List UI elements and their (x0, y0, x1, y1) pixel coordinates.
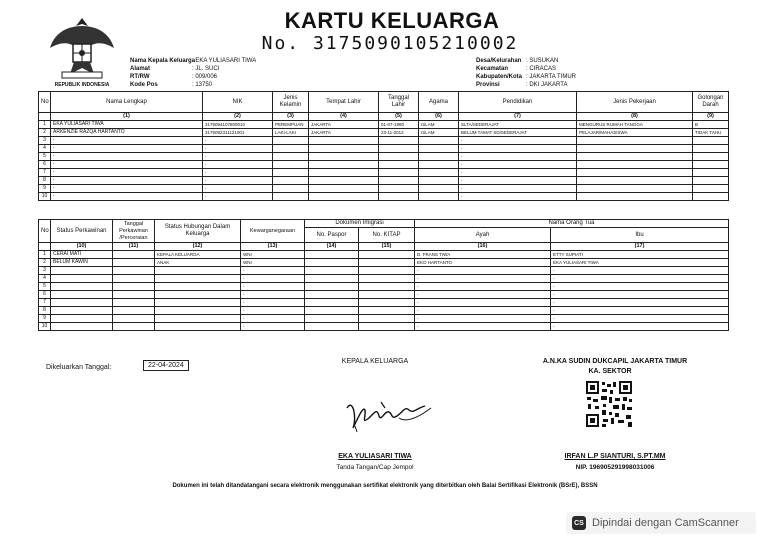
table-cell: - (241, 275, 305, 283)
table-cell (419, 153, 459, 161)
col-number: (4) (309, 113, 379, 121)
table-cell (113, 315, 155, 323)
camscanner-watermark (566, 512, 756, 534)
header-row: Kabupaten/Kota : JAKARTA TIMUR (476, 74, 577, 80)
table-cell: LAKI-LAKI (273, 129, 309, 137)
issued-date-value: 22-04-2024 (143, 360, 189, 371)
header-right (476, 57, 576, 89)
header-row: Desa/Kelurahan : SUSUKAN (476, 58, 559, 64)
col-header: Ayah (415, 228, 551, 243)
row-number: 3 (39, 137, 51, 145)
table-row (39, 145, 729, 153)
document-number: No. 3175090105210002 (261, 33, 519, 54)
row-number: 7 (39, 299, 51, 307)
col-number: (5) (379, 113, 419, 121)
table-cell: - (459, 145, 577, 153)
table-cell (359, 251, 415, 259)
col-header: Pendidikan (459, 92, 577, 113)
col-header: Status Perkawinan (51, 220, 113, 243)
table-cell (359, 283, 415, 291)
col-header: Nama Lengkap (51, 92, 203, 113)
table-cell (379, 169, 419, 177)
col-number: (11) (113, 243, 155, 251)
table-cell (309, 193, 379, 201)
table-cell: B (693, 121, 729, 129)
table-row (39, 153, 729, 161)
col-header: Kewarganegaraan (241, 220, 305, 243)
table-cell (379, 161, 419, 169)
table-cell (309, 185, 379, 193)
table-cell (419, 177, 459, 185)
signature-caption: Tanda Tangan/Cap Jempol (336, 464, 414, 471)
table-cell (51, 283, 113, 291)
table-cell: ARKENZIE RAZQA HARTANTO (51, 129, 203, 137)
table-cell: - (51, 177, 203, 185)
table-cell: - (551, 307, 729, 315)
table-cell (273, 137, 309, 145)
table-cell: - (241, 315, 305, 323)
column-number-row (39, 243, 729, 251)
col-number: (17) (551, 243, 729, 251)
table-cell: 3175092311121001 (203, 129, 273, 137)
table-cell (305, 315, 359, 323)
table-cell (273, 161, 309, 169)
table-cell: - (51, 153, 203, 161)
table-cell: PELAJAR/MAHASISWA (577, 129, 693, 137)
official-title-1: A.N.KA SUDIN DUKCAPIL JAKARTA TIMUR (542, 358, 688, 365)
table-header-row (39, 220, 729, 228)
table-cell (309, 161, 379, 169)
row-number: 8 (39, 177, 51, 185)
table-cell (113, 323, 155, 331)
table-cell (113, 259, 155, 267)
table-cell (309, 177, 379, 185)
row-number: 1 (39, 251, 51, 259)
column-number-row (39, 113, 729, 121)
col-header: Jenis Pekerjaan (577, 92, 693, 113)
col-number: (15) (359, 243, 415, 251)
col-header: Agama (419, 92, 459, 113)
family-members-body (39, 121, 729, 201)
table-row (39, 137, 729, 145)
table-cell: SLTA/SEDERAJAT (459, 121, 577, 129)
table-cell: - (203, 177, 273, 185)
table-cell (693, 193, 729, 201)
table-cell (419, 185, 459, 193)
table-row (39, 129, 729, 137)
table-cell: ISLAM (419, 121, 459, 129)
table-cell (155, 267, 241, 275)
table-cell (359, 307, 415, 315)
row-number: 6 (39, 291, 51, 299)
table-cell (359, 291, 415, 299)
table-cell (419, 193, 459, 201)
table-cell (51, 291, 113, 299)
table-cell (693, 137, 729, 145)
table-cell: BELUM TAMAT SD/SEDERAJAT (459, 129, 577, 137)
row-number: 9 (39, 185, 51, 193)
table-cell (379, 137, 419, 145)
table-row (39, 121, 729, 129)
table-cell: - (551, 323, 729, 331)
table-cell (113, 299, 155, 307)
table-cell: EKA YULIASARI TIWA (551, 259, 729, 267)
row-number: 7 (39, 169, 51, 177)
electronic-signature-note: Dokumen ini telah ditandatangani secara elektronik menggunakan sertifikat elektronik yang diterbitkan oleh Balai Sertifikasi Elektronik (BSrE), BSSN (172, 483, 598, 489)
table-cell: - (241, 291, 305, 299)
col-header: Ibu (551, 228, 729, 243)
signature-icon (335, 388, 445, 436)
table-row (39, 161, 729, 169)
table-cell: BELUM KAWIN (51, 259, 113, 267)
table-cell (379, 177, 419, 185)
table-cell (113, 283, 155, 291)
table-cell: - (51, 137, 203, 145)
kepala-keluarga-name: EKA YULIASARI TIWA (338, 453, 412, 460)
col-number: (3) (273, 113, 309, 121)
header-left (130, 57, 256, 89)
table-cell: - (241, 283, 305, 291)
table-row (39, 267, 729, 275)
col-number: (14) (305, 243, 359, 251)
table-cell (379, 145, 419, 153)
table-cell (693, 185, 729, 193)
table-cell: - (551, 267, 729, 275)
col-number: (13) (241, 243, 305, 251)
col-number: (16) (415, 243, 551, 251)
table-cell (51, 307, 113, 315)
table-cell: ANAK (155, 259, 241, 267)
table-row (39, 177, 729, 185)
col-number: (8) (577, 113, 693, 121)
table-cell: - (51, 169, 203, 177)
table-cell (693, 153, 729, 161)
row-number: 10 (39, 193, 51, 201)
camscanner-icon: CS (572, 516, 586, 530)
table-cell: - (203, 193, 273, 201)
col-number: (1) (51, 113, 203, 121)
table-row (39, 291, 729, 299)
table-cell (379, 153, 419, 161)
header-row: Nama Kepala Keluarga: EKA YULIASARI TIWA (130, 58, 257, 64)
row-number: 10 (39, 323, 51, 331)
table-cell: - (203, 145, 273, 153)
table-cell: ETTY SUPIATI (551, 251, 729, 259)
table-cell (305, 291, 359, 299)
table-cell: - (51, 145, 203, 153)
col-header: Nama Orang Tua (415, 220, 729, 228)
table-cell (577, 185, 693, 193)
header-row: Kode Pos : 13750 (130, 82, 213, 88)
table-cell (359, 315, 415, 323)
table-cell (305, 259, 359, 267)
table-cell (155, 315, 241, 323)
col-header: Tanggal Perkawinan /Perceraian (113, 220, 155, 243)
document-title: KARTU KELUARGA (284, 8, 500, 33)
table-cell (577, 145, 693, 153)
table-cell: - (415, 283, 551, 291)
table-cell (155, 283, 241, 291)
table-cell: - (241, 307, 305, 315)
table-cell (305, 283, 359, 291)
row-number: 2 (39, 129, 51, 137)
table-cell: - (203, 137, 273, 145)
table-cell: KEPALA KELUARGA (155, 251, 241, 259)
table-cell (113, 251, 155, 259)
table-cell (577, 177, 693, 185)
row-number: 5 (39, 283, 51, 291)
table-cell: - (459, 193, 577, 201)
family-status-body (39, 251, 729, 331)
table-cell: - (241, 323, 305, 331)
table-cell: - (551, 299, 729, 307)
table-cell (113, 267, 155, 275)
table-cell (693, 169, 729, 177)
table-row (39, 275, 729, 283)
row-number: 2 (39, 259, 51, 267)
table-cell (309, 137, 379, 145)
table-cell (419, 161, 459, 169)
table-cell (273, 169, 309, 177)
table-cell: EKA YULIASARI TIWA (51, 121, 203, 129)
header-row: Kecamatan : CIRACAS (476, 66, 557, 72)
table-cell (51, 299, 113, 307)
official-title-2: KA. SEKTOR (588, 368, 632, 375)
table-cell: - (415, 323, 551, 331)
table-cell: - (415, 275, 551, 283)
table-cell (51, 275, 113, 283)
table-cell (155, 299, 241, 307)
table-cell (359, 323, 415, 331)
col-header: Tanggal Lahir (379, 92, 419, 113)
table-cell (419, 169, 459, 177)
row-number: 4 (39, 145, 51, 153)
table-cell: - (203, 161, 273, 169)
table-cell: - (415, 315, 551, 323)
table-cell (359, 259, 415, 267)
col-number: (12) (155, 243, 241, 251)
table-cell (273, 177, 309, 185)
table-cell (419, 137, 459, 145)
table-cell (693, 161, 729, 169)
table-cell: - (415, 267, 551, 275)
table-cell (359, 267, 415, 275)
table-row (39, 185, 729, 193)
table-cell (155, 307, 241, 315)
table-cell (155, 291, 241, 299)
table-cell (577, 161, 693, 169)
header-row: RT/RW : 009/006 (130, 74, 218, 80)
family-status-table (38, 219, 729, 331)
family-members-table (38, 91, 729, 201)
col-header: Status Hubungan Dalam Keluarga (155, 220, 241, 243)
table-row (39, 299, 729, 307)
col-number: (7) (459, 113, 577, 121)
table-cell: ISLAM (419, 129, 459, 137)
table-cell: 01-07-1980 (379, 121, 419, 129)
table-cell: JAKARTA (309, 121, 379, 129)
table-cell: - (51, 161, 203, 169)
table-cell (359, 275, 415, 283)
col-number: (10) (51, 243, 113, 251)
table-row (39, 307, 729, 315)
header-row: Provinsi : DKI JAKARTA (476, 82, 568, 88)
table-cell (379, 185, 419, 193)
table-cell (273, 153, 309, 161)
col-number: (6) (419, 113, 459, 121)
table-cell: PEREMPUAN (273, 121, 309, 129)
col-header: Jenis Kelamin (273, 92, 309, 113)
table-cell: WNI (241, 259, 305, 267)
table-cell (693, 145, 729, 153)
table-cell: - (51, 193, 203, 201)
table-cell: - (551, 275, 729, 283)
table-cell (273, 145, 309, 153)
table-cell (379, 193, 419, 201)
table-header-row (39, 92, 729, 113)
table-row (39, 259, 729, 267)
table-row (39, 169, 729, 177)
table-cell: MENGURUS RUMAH TANGGA (577, 121, 693, 129)
table-cell (273, 193, 309, 201)
row-number: 5 (39, 153, 51, 161)
col-header: No (39, 92, 51, 113)
table-cell (693, 177, 729, 185)
col-header: Tempat Lahir (309, 92, 379, 113)
official-nip: NIP. 196905291998031006 (575, 464, 655, 471)
table-cell: - (203, 185, 273, 193)
row-number: 6 (39, 161, 51, 169)
official-name: IRFAN L.P SIANTURI, S.PT.MM (564, 453, 666, 460)
row-number: 8 (39, 307, 51, 315)
table-cell: - (551, 291, 729, 299)
col-header: No (39, 220, 51, 243)
header-row: Alamat : JL. SUCI (130, 66, 220, 72)
table-cell (113, 275, 155, 283)
table-cell (51, 315, 113, 323)
col-header: Dokumen Imigrasi (305, 220, 415, 228)
table-cell (305, 275, 359, 283)
table-cell (577, 169, 693, 177)
col-number (39, 243, 51, 251)
table-cell: WNI (241, 251, 305, 259)
table-cell (309, 145, 379, 153)
table-cell: - (415, 299, 551, 307)
table-cell: - (551, 315, 729, 323)
table-cell: - (459, 185, 577, 193)
table-cell: 3175094107800010 (203, 121, 273, 129)
table-cell (113, 291, 155, 299)
table-cell (51, 267, 113, 275)
table-row (39, 193, 729, 201)
table-cell: 23-11-2012 (379, 129, 419, 137)
table-cell (155, 323, 241, 331)
table-cell (305, 267, 359, 275)
table-cell: - (459, 153, 577, 161)
col-header: Golongan Darah (693, 92, 729, 113)
table-row (39, 251, 729, 259)
col-header: NIK (203, 92, 273, 113)
table-cell: - (241, 299, 305, 307)
row-number: 3 (39, 267, 51, 275)
col-number (39, 113, 51, 121)
camscanner-text: Dipindai dengan CamScanner (592, 517, 739, 529)
table-cell: - (203, 169, 273, 177)
table-row (39, 315, 729, 323)
table-cell: - (203, 153, 273, 161)
emblem-caption: REPUBLIK INDONESIA (54, 82, 110, 88)
row-number: 4 (39, 275, 51, 283)
table-cell (305, 307, 359, 315)
col-header: No. Paspor (305, 228, 359, 243)
table-cell (305, 323, 359, 331)
kepala-keluarga-label: KEPALA KELUARGA (341, 358, 409, 365)
qr-code-icon (585, 380, 633, 428)
table-cell: - (459, 161, 577, 169)
issued-date-label: Dikeluarkan Tanggal: (46, 364, 112, 371)
table-cell: EKO HARTANTO (415, 259, 551, 267)
table-cell: D. FRANS TIWA (415, 251, 551, 259)
row-number: 9 (39, 315, 51, 323)
table-cell (419, 145, 459, 153)
table-cell (577, 137, 693, 145)
table-cell: - (415, 307, 551, 315)
table-row (39, 323, 729, 331)
table-cell (309, 169, 379, 177)
col-number: (9) (693, 113, 729, 121)
table-cell: - (459, 177, 577, 185)
col-number: (2) (203, 113, 273, 121)
table-cell (113, 307, 155, 315)
table-cell: JAKARTA (309, 129, 379, 137)
row-number: 1 (39, 121, 51, 129)
table-cell (155, 275, 241, 283)
table-cell (359, 299, 415, 307)
col-header: No. KITAP (359, 228, 415, 243)
table-cell: - (459, 137, 577, 145)
table-cell: - (459, 169, 577, 177)
table-row (39, 283, 729, 291)
table-cell (577, 153, 693, 161)
table-cell (305, 299, 359, 307)
table-cell: - (51, 185, 203, 193)
table-cell (51, 323, 113, 331)
table-cell (305, 251, 359, 259)
table-cell: - (241, 267, 305, 275)
table-cell: CERAI MATI (51, 251, 113, 259)
table-cell: - (551, 283, 729, 291)
table-cell: - (415, 291, 551, 299)
table-cell: TIDAK TAHU (693, 129, 729, 137)
garuda-emblem-icon (46, 12, 118, 84)
table-cell (309, 153, 379, 161)
table-cell (577, 193, 693, 201)
table-cell (273, 185, 309, 193)
